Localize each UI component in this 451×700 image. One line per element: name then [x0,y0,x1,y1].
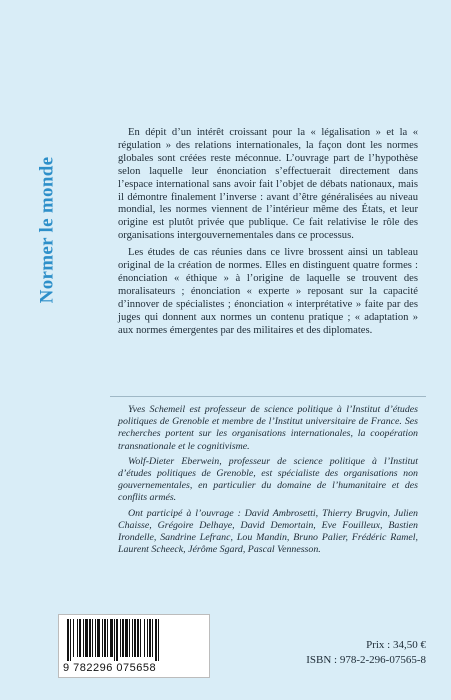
barcode-bar [155,619,157,661]
isbn-barcode [58,614,210,678]
barcode-bar [134,619,136,657]
barcode-bar [92,619,93,657]
contributors-paragraph: Ont participé à l’ouvrage : David Ambrosetti, Thierry Brugvin, Julien Chaisse, Grégoire Delhaye, David Demortain, Eve Fouilleux, Bastien Irondelle, Sandrine Lefranc, Lou Mandin, Bruno Palier, Frédéric Ramel, Laurent Scheeck, Jérôme Sgard, Pascal Vennesson. [118,507,418,556]
barcode-bar [67,619,69,661]
summary-paragraph: Les études de cas réunies dans ce livre brossent ainsi un tableau original de la création de normes. Elles en distinguent quatre formes : énonciation « éthique » à l’origine de laquelle se trouvent des moralisateurs ; énonciation « experte » reposant sur la capacité d’innover de spécialistes ; énonciation « interprétative » faite par des juges qui donnent aux normes un contenu pratique ; « adaptation » aux normes émergentes par des militaires et des diplomates. [118,247,418,336]
barcode-bar [120,619,121,657]
author-biographies [118,404,418,559]
barcode-bar [129,619,130,657]
barcode-bar [144,619,145,657]
barcode-bar [122,619,124,657]
barcode-bar [116,619,118,661]
vertical-book-title [24,140,70,320]
isbn-label: ISBN : 978-2-296-07565-8 [306,654,426,666]
summary-paragraph: En dépit d’un intérêt croissant pour la « légalisation » et la « régulation » des relations internationales, la façon dont les normes globales sont créées reste méconnue. L’ouvrage part de l’hypothèse selon laquelle leur énonciation s’effectuerait directement dans l’espace international sans avoir fait l’objet de débats nationaux, mais il démontre finalement l’inverse : avant d’être généralisées au niveau mondial, les normes viennent de l’intérieur même des États, et leur origine est plutôt privée que publique. Ce fait relativise le rôle des organisations intergouvernementales dans ce processus. [118,127,418,242]
barcode-bar [114,619,115,661]
price-label: Prix : 34,50 € [366,639,426,651]
barcode-bar [85,619,88,657]
barcode-bar [140,619,141,657]
author-bio-paragraph: Wolf-Dieter Eberwein, professeur de science politique à l’Institut d’études politiques de Grenoble, est spécialiste des organisations non gouvernementales, en particulier du domaine de l’humanitaire et des conflits armés. [118,455,418,504]
book-summary [118,127,418,342]
barcode-bar [89,619,91,657]
barcode-bar [152,619,153,657]
barcode-bar [77,619,78,657]
barcode-bar [125,619,128,657]
barcode-bar [95,619,96,657]
barcode-digits: 9 782296 075658 [63,662,157,674]
barcode-bar [149,619,151,657]
section-divider [110,396,426,397]
barcode-bar [102,619,103,657]
barcode-bar [104,619,106,657]
barcode-bar [132,619,133,657]
barcode-bar [107,619,108,657]
barcode-bar [97,619,100,657]
barcode-bar [70,619,71,661]
barcode-bar [79,619,81,657]
author-bio-paragraph: Yves Schemeil est professeur de science politique à l’Institut d’études politiques de Grenoble et membre de l’Institut universitaire de France. Ses recherches portent sur les organisations internationales, la coopération transnationale et le cognitivisme. [118,404,418,452]
barcode-bar [137,619,139,657]
barcode-bars [65,619,203,663]
barcode-bar [73,619,74,657]
book-title-text: Normer le monde [36,156,57,304]
barcode-bar [147,619,148,657]
barcode-bar [110,619,113,657]
barcode-bar [83,619,84,657]
barcode-bar [158,619,159,661]
